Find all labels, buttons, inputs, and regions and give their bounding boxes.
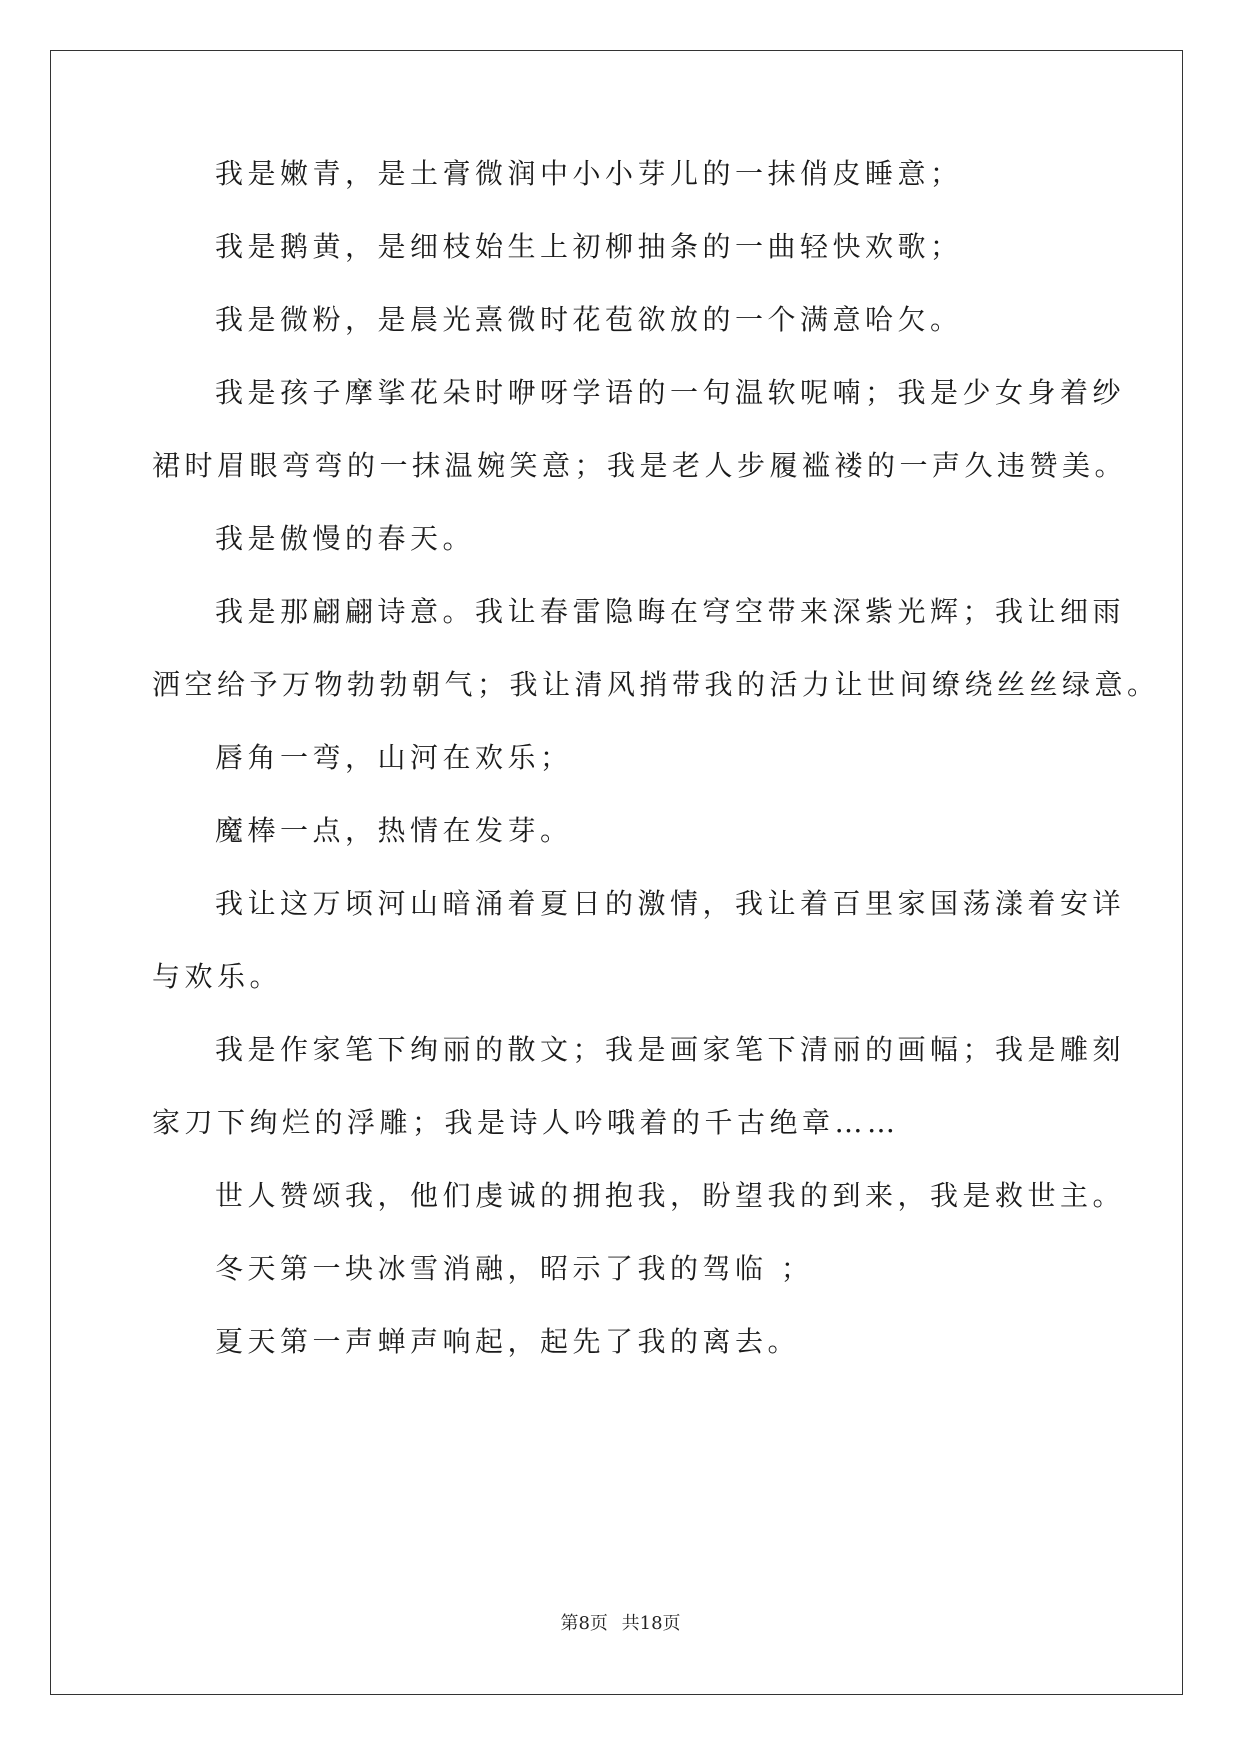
paragraph-line: 我是那翩翩诗意。我让春雷隐晦在穹空带来深紫光辉；我让细雨 xyxy=(215,595,1126,628)
paragraph-line: 魔棒一点，热情在发芽。 xyxy=(215,814,573,847)
paragraph-line: 夏天第一声蝉声响起，起先了我的离去。 xyxy=(215,1325,801,1358)
page-total: 共18页 xyxy=(621,1613,681,1634)
paragraph-line: 裙时眉眼弯弯的一抹温婉笑意；我是老人步履褴褛的一声久违赞美。 xyxy=(152,449,1128,482)
paragraph-line: 我是傲慢的春天。 xyxy=(215,522,476,555)
page-footer xyxy=(0,1613,1241,1635)
paragraph-line: 家刀下绚烂的浮雕；我是诗人吟哦着的千古绝章…… xyxy=(152,1106,900,1139)
paragraph-line: 唇角一弯，山河在欢乐； xyxy=(215,741,573,774)
page-frame xyxy=(50,50,1183,1695)
paragraph-line: 我是鹅黄，是细枝始生上初柳抽条的一曲轻快欢歌； xyxy=(215,230,963,263)
paragraph-line: 我是作家笔下绚丽的散文；我是画家笔下清丽的画幅；我是雕刻 xyxy=(215,1033,1126,1066)
paragraph-line: 我是嫩青，是土膏微润中小小芽儿的一抹俏皮睡意； xyxy=(215,157,963,190)
paragraph-line: 我是孩子摩挲花朵时咿呀学语的一句温软呢喃；我是少女身着纱 xyxy=(215,376,1126,409)
paragraph-line: 与欢乐。 xyxy=(152,960,283,993)
paragraph-line: 冬天第一块冰雪消融，昭示了我的驾临 ； xyxy=(215,1252,814,1285)
paragraph-line: 世人赞颂我，他们虔诚的拥抱我，盼望我的到来，我是救世主。 xyxy=(215,1179,1126,1212)
paragraph-line: 洒空给予万物勃勃朝气；我让清风捎带我的活力让世间缭绕丝丝绿意。 xyxy=(152,668,1160,701)
paragraph-line: 我是微粉，是晨光熹微时花苞欲放的一个满意哈欠。 xyxy=(215,303,963,336)
page-number: 第8页 xyxy=(560,1613,608,1634)
paragraph-line: 我让这万顷河山暗涌着夏日的激情，我让着百里家国荡漾着安详 xyxy=(215,887,1126,920)
